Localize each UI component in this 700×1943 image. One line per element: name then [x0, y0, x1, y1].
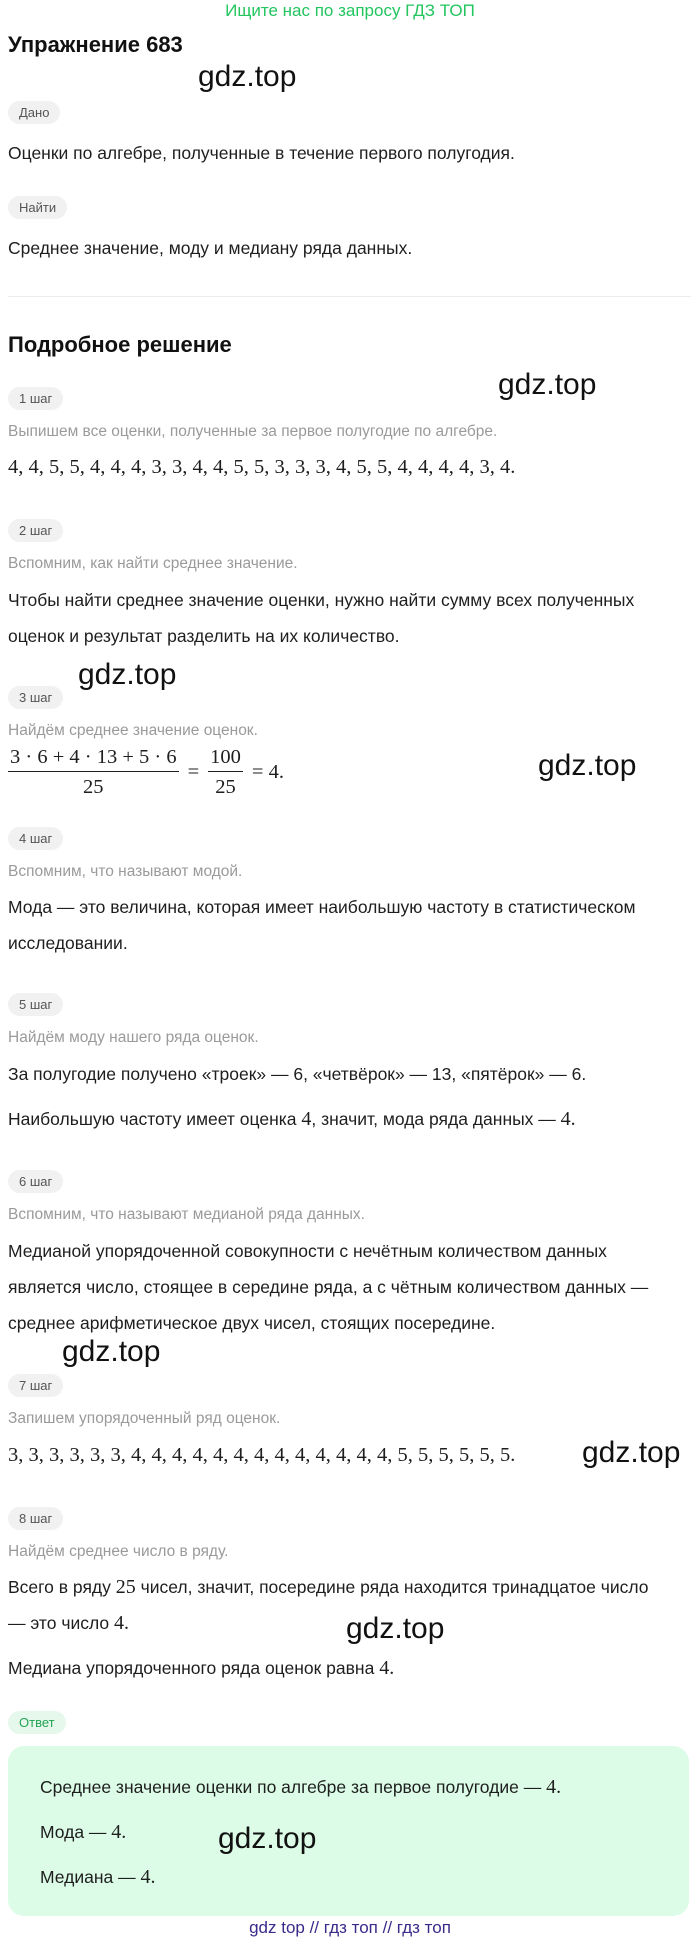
find-text: Среднее значение, моду и медиану ряда данных.	[8, 238, 413, 258]
step-3-hint: Найдём среднее значение оценок.	[8, 722, 258, 739]
median-value: 4	[379, 1657, 390, 1679]
section-divider	[8, 296, 691, 297]
answer-mean-end: .	[556, 1776, 562, 1798]
step-5-line-2	[8, 1101, 698, 1137]
solution-title: Подробное решение	[8, 332, 232, 357]
step-4-badge: 4 шаг	[8, 827, 63, 850]
step-8-line-2-pre: — это число	[8, 1613, 114, 1633]
promo-banner[interactable]: Ищите нас по запросу ГДЗ ТОП	[225, 1, 475, 20]
given-text: Оценки по алгебре, полученные в течение первого полугодия.	[8, 143, 515, 163]
mean-result: = 4.	[251, 760, 284, 783]
answer-line-mode	[40, 1819, 126, 1845]
step-5-line-1: За полугодие получено «троек» — 6, «четвёрок» — 13, «пятёрок» — 6.	[8, 1064, 587, 1084]
fraction-sum	[8, 745, 179, 799]
step-6-badge: 6 шаг	[8, 1170, 63, 1193]
step-4-hint: Вспомним, что называют модой.	[8, 863, 243, 880]
step-5-value-2: 4	[560, 1108, 571, 1130]
step-8-line-3	[8, 1650, 698, 1686]
answer-mean-value: 4	[546, 1776, 557, 1798]
step-7-sequence: 3, 3, 3, 3, 3, 3, 4, 4, 4, 4, 4, 4, 4, 4, 4, 4, 4, 4, 4, 5, 5, 5, 5, 5, 5.	[8, 1444, 516, 1466]
step-5-badge: 5 шаг	[8, 993, 63, 1016]
watermark: gdz.top	[62, 1335, 161, 1368]
step-8-line-3-end: .	[389, 1657, 395, 1679]
watermark: gdz.top	[582, 1436, 681, 1469]
fraction-sum-numerator: 3 · 6 + 4 · 13 + 5 · 6	[8, 745, 179, 772]
watermark: gdz.top	[198, 60, 297, 93]
step-1-hint: Выпишем все оценки, полученные за первое полугодие по алгебре.	[8, 423, 498, 440]
answer-box	[8, 1746, 689, 1916]
step-6-hint: Вспомним, что называют медианой ряда данных.	[8, 1206, 365, 1223]
step-5-line-2-mid: , значит, мода ряда данных —	[311, 1109, 561, 1129]
answer-median-value: 4	[140, 1866, 151, 1888]
fraction-sum-denominator: 25	[83, 776, 104, 798]
given-badge: Дано	[8, 101, 60, 124]
step-8-badge: 8 шаг	[8, 1507, 63, 1530]
step-8-middle-value: 4	[113, 1612, 124, 1634]
answer-line-mean	[40, 1774, 561, 1800]
step-6-line-2: является число, стоящее в середине ряда, а с чётным количеством данных —	[8, 1277, 649, 1297]
step-2-badge: 2 шаг	[8, 519, 63, 542]
watermark: gdz.top	[498, 368, 597, 401]
step-7-badge: 7 шаг	[8, 1374, 63, 1397]
step-2-hint: Вспомним, как найти среднее значение.	[8, 555, 298, 572]
step-8-line-1-pre: Всего в ряду	[8, 1577, 116, 1597]
step-5-hint: Найдём моду нашего ряда оценок.	[8, 1029, 259, 1046]
watermark: gdz.top	[218, 1822, 317, 1855]
answer-median-end: .	[150, 1866, 156, 1888]
step-5-value-1: 4	[301, 1108, 312, 1130]
step-8-line-1	[8, 1569, 698, 1605]
fraction-total-denominator: 25	[215, 776, 236, 798]
step-1-badge: 1 шаг	[8, 387, 63, 410]
step-2-line-1: Чтобы найти среднее значение оценки, нужно найти сумму всех полученных	[8, 590, 635, 610]
step-1-sequence: 4, 4, 5, 5, 4, 4, 4, 3, 3, 4, 4, 5, 5, 3, 3, 3, 4, 5, 5, 4, 4, 4, 4, 3, 4.	[8, 456, 516, 478]
step-4-line-1: Мода — это величина, которая имеет наибольшую частоту в статистическом	[8, 897, 636, 917]
fraction-total	[208, 745, 243, 799]
step-5-end: .	[570, 1108, 576, 1130]
answer-median-text: Медиана —	[40, 1867, 141, 1887]
step-6-line-3: среднее арифметическое двух чисел, стоящих посередине.	[8, 1313, 496, 1333]
step-2-line-2: оценок и результат разделить на их количество.	[8, 626, 400, 646]
answer-line-median	[40, 1864, 155, 1890]
step-8-line-3-pre: Медиана упорядоченного ряда оценок равна	[8, 1658, 380, 1678]
answer-mode-end: .	[121, 1821, 127, 1843]
step-8-line-2-end: .	[123, 1612, 129, 1634]
page-title: Упражнение 683	[8, 32, 183, 57]
answer-badge: Ответ	[8, 1711, 66, 1734]
equals-sign: =	[187, 760, 200, 783]
mean-formula	[8, 744, 293, 800]
step-4-line-2: исследовании.	[8, 933, 128, 953]
find-badge: Найти	[8, 196, 67, 219]
step-8-count: 25	[115, 1576, 136, 1598]
footer-links[interactable]: gdz top // гдз топ // гдз топ	[249, 1918, 451, 1937]
answer-mode-text: Мода —	[40, 1822, 112, 1842]
watermark: gdz.top	[78, 658, 177, 691]
step-6-line-1: Медианой упорядоченной совокупности с нечётным количеством данных	[8, 1241, 607, 1261]
watermark: gdz.top	[538, 749, 637, 782]
step-3-badge: 3 шаг	[8, 686, 63, 709]
answer-mean-text: Среднее значение оценки по алгебре за первое полугодие —	[40, 1777, 547, 1797]
step-8-line-1-post: чисел, значит, посередине ряда находится тринадцатое число	[135, 1577, 649, 1597]
fraction-total-numerator: 100	[208, 745, 243, 772]
answer-mode-value: 4	[111, 1821, 122, 1843]
step-8-hint: Найдём среднее число в ряду.	[8, 1543, 229, 1560]
step-5-line-2-text: Наибольшую частоту имеет оценка	[8, 1109, 302, 1129]
step-7-hint: Запишем упорядоченный ряд оценок.	[8, 1410, 281, 1427]
watermark: gdz.top	[346, 1612, 445, 1645]
